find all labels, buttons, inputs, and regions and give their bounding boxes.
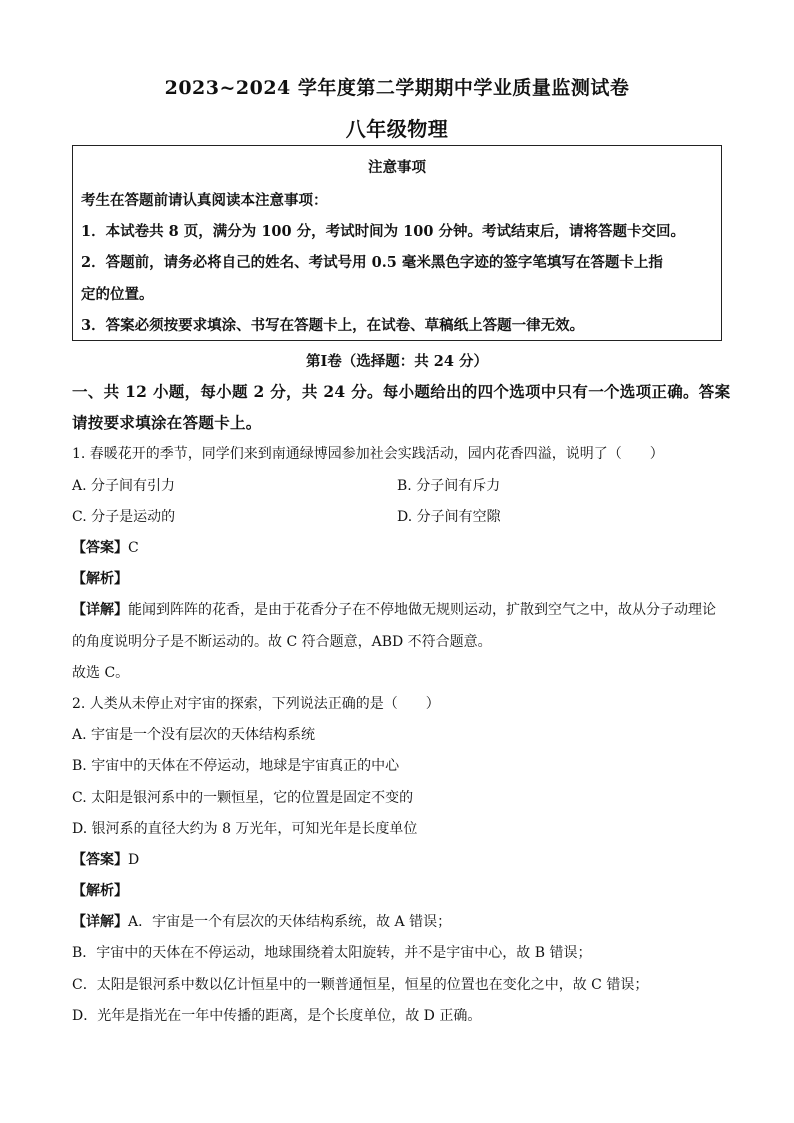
answer-label: 【 答案 】 <box>72 852 128 868</box>
q1-detail-a <box>72 599 732 619</box>
detail-label: 【 详解 】 <box>72 914 128 930</box>
detail-label: 【 详解 】 <box>72 602 128 618</box>
notice-item-2b: 定的位置。 <box>81 286 154 303</box>
analysis-label: 【 解析 】 <box>72 883 128 899</box>
q1-analysis <box>72 568 732 588</box>
q1-option-d: D. 分子间有空隙 <box>397 509 501 525</box>
section1-instruction-a: 一、共 12 小题，每小题 2 分，共 24 分。每小题给出的四个选项中只有一个选项正确。答案 <box>72 382 731 401</box>
q1-option-c: C. 分子是运动的 <box>72 509 176 525</box>
q1-detail-text-a: 能闻到阵阵的花香，是由于花香分子在不停地做无规则运动，扩散到空气之中，故从分子动理论 <box>128 602 716 618</box>
q2-detail-a <box>72 911 732 931</box>
q2-detail-text-a: A．宇宙是一个有层次的天体结构系统，故 A 错误； <box>128 914 452 930</box>
notice-box <box>72 145 722 341</box>
notice-item-1: 1．本试卷共 8 页，满分为 100 分，考试时间为 100 分钟。考试结束后，请将答题卡交回。 <box>81 223 685 240</box>
q2-stem: 2. 人类从未停止对宇宙的探索，下列说法正确的是（ ） <box>72 696 440 712</box>
q1-option-b: B. 分子间有斥力 <box>397 478 501 494</box>
q2-answer-value: D <box>128 852 140 868</box>
q1-option-a: A. 分子间有引力 <box>72 478 176 494</box>
notice-heading: 注意事项 <box>368 159 426 176</box>
q1-conclusion: 故选 C。 <box>72 665 130 681</box>
q2-option-a: A. 宇宙是一个没有层次的天体结构系统 <box>72 727 316 743</box>
q1-detail-b: 的角度说明分子是不断运动的。故 C 符合题意，ABD 不符合题意。 <box>72 634 492 650</box>
q1-answer <box>72 537 732 557</box>
part1-heading: 第Ⅰ卷（选择题：共 24 分） <box>305 353 489 370</box>
q1-answer-value: C <box>128 540 139 556</box>
q2-option-d: D. 银河系的直径大约为 8 万光年，可知光年是长度单位 <box>72 821 418 837</box>
q2-detail-b: B．宇宙中的天体在不停运动，地球围绕着太阳旋转，并不是宇宙中心，故 B 错误； <box>72 945 592 961</box>
q2-detail-c: C．太阳是银河系中数以亿计恒星中的一颗普通恒星，恒星的位置也在变化之中，故 C 错误； <box>72 977 649 993</box>
exam-subject: 八年级物理 <box>345 117 449 141</box>
exam-title: 2023~2024 学年度第二学期期中学业质量监测试卷 <box>164 77 630 99</box>
q2-option-c: C. 太阳是银河系中的一颗恒星，它的位置是固定不变的 <box>72 790 414 806</box>
notice-intro: 考生在答题前请认真阅读本注意事项： <box>81 192 328 209</box>
q2-option-b: B. 宇宙中的天体在不停运动，地球是宇宙真正的中心 <box>72 758 400 774</box>
notice-item-3: 3．答案必须按要求填涂、书写在答题卡上，在试卷、草稿纸上答题一律无效。 <box>81 317 585 334</box>
q1-stem: 1. 春暖花开的季节，同学们来到南通绿博园参加社会实践活动，园内花香四溢，说明了（ ） <box>72 446 664 462</box>
q2-answer <box>72 849 732 869</box>
notice-item-2a: 2．答题前，请务必将自己的姓名、考试号用 0.5 毫米黑色字迹的签字笔填写在答题卡上指 <box>81 254 663 271</box>
analysis-label: 【 解析 】 <box>72 571 128 587</box>
q2-analysis <box>72 880 732 900</box>
q2-detail-d: D．光年是指光在一年中传播的距离，是个长度单位，故 D 正确。 <box>72 1008 482 1024</box>
answer-label: 【 答案 】 <box>72 540 128 556</box>
section1-instruction-b: 请按要求填涂在答题卡上。 <box>72 413 262 432</box>
